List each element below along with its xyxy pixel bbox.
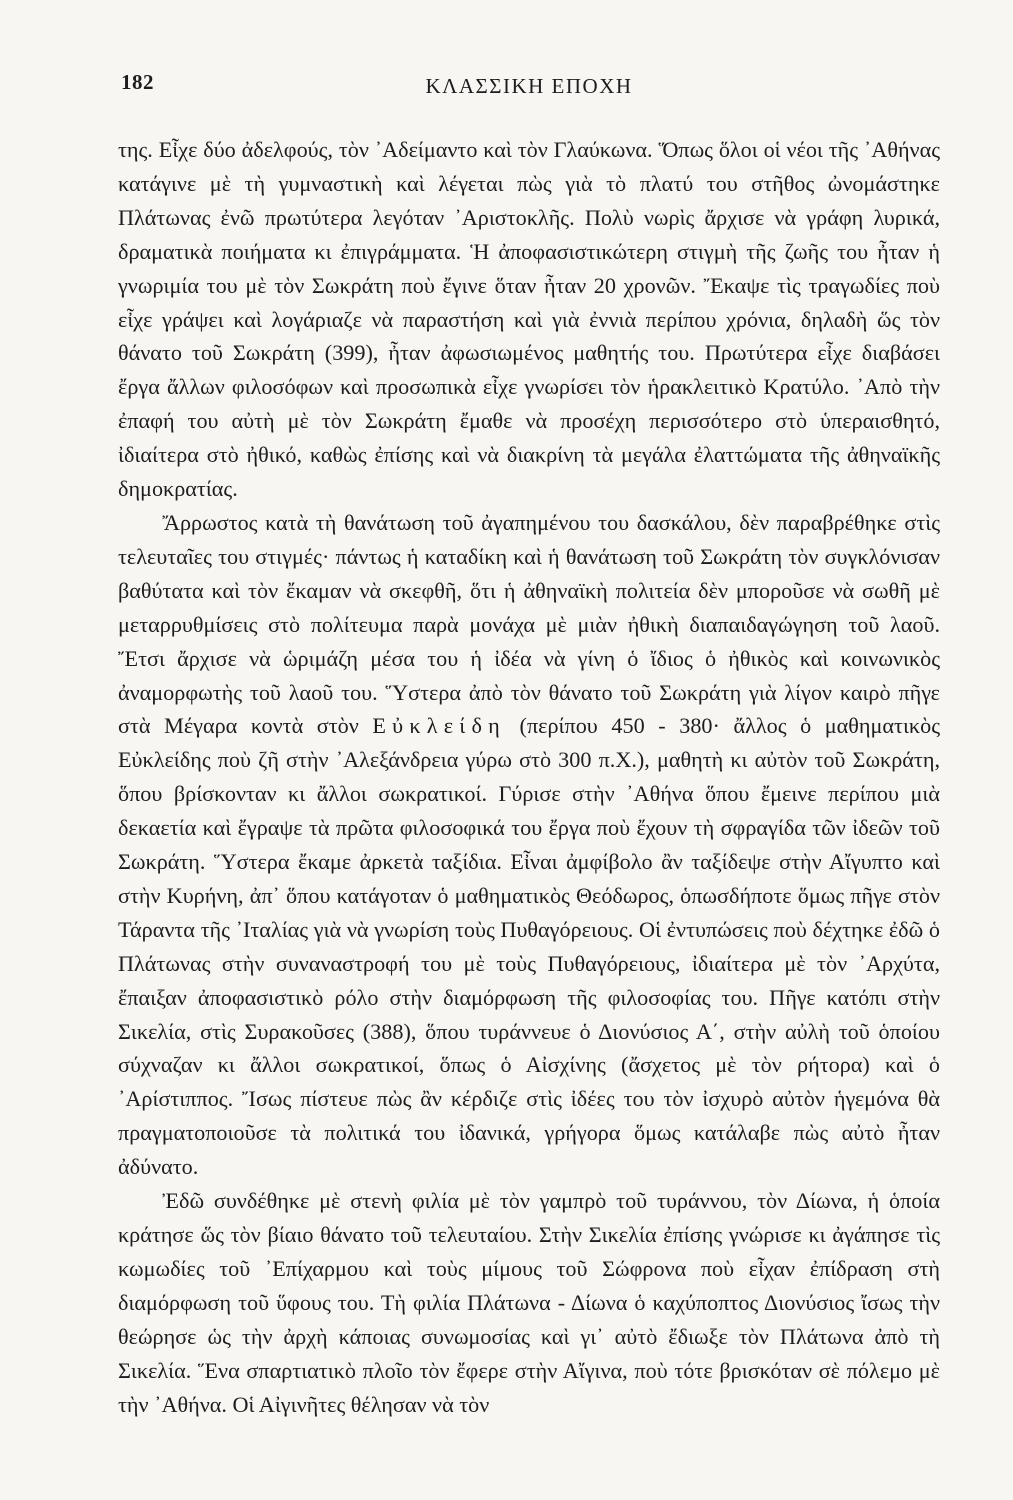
body-text bbox=[118, 133, 940, 1421]
page-number: 182 bbox=[121, 70, 154, 94]
page-header bbox=[118, 60, 940, 110]
spaced-name-euclid: Εὐκλείδη bbox=[372, 713, 506, 739]
paragraph-1: της. Εἶχε δύο ἀδελφούς, τὸν ᾿Αδείμαντο καὶ τὸν Γλαύκωνα. Ὅπως ὅλοι οἱ νέοι τῆς ᾿Αθήνας κατάγινε μὲ τὴ γυμναστικὴ καὶ λέγεται πὼς γιὰ τὸ πλατύ του στῆθος ὠνομάστηκε Πλάτωνας ἐνῶ πρωτύτερα λεγόταν ᾿Αριστοκλῆς. Πολὺ νωρὶς ἄρχισε νὰ γράφη λυρικά, δραματικὰ ποιήματα κι ἐπιγράμματα. Ἡ ἀποφασιστικώτερη στιγμὴ τῆς ζωῆς του ἦταν ἡ γνωριμία του μὲ τὸν Σωκράτη ποὺ ἔγινε ὅταν ἦταν 20 χρονῶν. Ἔκαψε τὶς τραγωδίες ποὺ εἶχε γράψει καὶ λογάριαζε νὰ παραστήση καὶ γιὰ ἐννιὰ περίπου χρόνια, δηλαδὴ ὥς τὸν θάνατο τοῦ Σωκράτη (399), ἦταν ἀφωσιωμένος μαθητής του. Πρωτύτερα εἶχε διαβάσει ἔργα ἄλλων φιλοσόφων καὶ προσωπικὰ εἶχε γνωρίσει τὸν ἡρακλειτικὸ Κρατύλο. ᾿Απὸ τὴν ἐπαφή του αὐτὴ μὲ τὸν Σωκράτη ἔμαθε νὰ προσέχη περισσότερο στὸ ὑπεραισθητό, ἰδιαίτερα στὸ ἠθικό, καθὼς ἐπίσης καὶ νὰ διακρίνη τὰ μεγάλα ἐλαττώματα τῆς ἀθηναϊκῆς δημοκρατίας. bbox=[118, 137, 940, 502]
book-page bbox=[118, 60, 940, 1421]
paragraph-3: Ἐδῶ συνδέθηκε μὲ στενὴ φιλία μὲ τὸν γαμπρὸ τοῦ τυράννου, τὸν Δίωνα, ἡ ὁποία κράτησε ὥς τὸν βίαιο θάνατο τοῦ τελευταίου. Στὴν Σικελία ἐπίσης γνώρισε κι ἀγάπησε τὶς κωμωδίες τοῦ ᾿Επίχαρμου καὶ τοὺς μίμους τοῦ Σώφρονα ποὺ εἶχαν ἐπίδραση στὴ διαμόρφωση τοῦ ὕφους του. Τὴ φιλία Πλάτωνα - Δίωνα ὁ καχύποπτος Διονύσιος ἴσως τὴν θεώρησε ὡς τὴν ἀρχὴ κάποιας συνωμοσίας καὶ γι᾿ αὐτὸ ἔδιωξε τὸν Πλάτωνα ἀπὸ τὴ Σικελία. Ἕνα σπαρτιατικὸ πλοῖο τὸν ἔφερε στὴν Αἴγινα, ποὺ τότε βρισκόταν σὲ πόλεμο μὲ τὴν ᾿Αθήνα. Οἱ Αἰγινῆτες θέλησαν νὰ τὸν bbox=[118, 1188, 940, 1417]
paragraph-2-text-b: (περίπου 450 - 380· ἄλλος ὁ μαθηματικὸς Εὐκλείδης ποὺ ζῆ στὴν ᾿Αλεξάνδρεια γύρω στὸ 300 π.Χ.), μαθητὴ κι αὐτὸν τοῦ Σωκράτη, ὅπου βρίσκονταν κι ἄλλοι σωκρατικοί. Γύρισε στὴν ᾿Αθήνα ὅπου ἔμεινε περίπου μιὰ δεκαετία καὶ ἔγραψε τὰ πρῶτα φιλοσοφικά του ἔργα ποὺ ἔχουν τὴ σφραγίδα τῶν ἰδεῶν τοῦ Σωκράτη. Ὕστερα ἔκαμε ἀρκετὰ ταξίδια. Εἶναι ἀμφίβολο ἂν ταξίδεψε στὴν Αἴγυπτο καὶ στὴν Κυρήνη, ἀπ᾿ ὅπου κατάγοταν ὁ μαθηματικὸς Θεόδωρος, ὁπωσδήποτε ὅμως πῆγε στὸν Τάραντα τῆς ᾿Ιταλίας γιὰ νὰ γνωρίση τοὺς Πυθαγόρειους. Οἱ ἐντυπώσεις ποὺ δέχτηκε ἐδῶ ὁ Πλάτωνας στὴν συναναστροφή του μὲ τοὺς Πυθαγόρειους, ἰδιαίτερα μὲ τὸν ᾿Αρχύτα, ἔπαιξαν ἀποφασιστικὸ ρόλο στὴν διαμόρφωση τῆς φιλοσοφίας του. Πῆγε κατόπι στὴν Σικελία, στὶς Συρακοῦσες (388), ὅπου τυράννευε ὁ Διονύσιος Α΄, στὴν αὐλὴ τοῦ ὁποίου σύχναζαν κι ἄλλοι σωκρατικοί, ὅπως ὁ Αἰσχίνης (ἄσχετος μὲ τὸν ρήτορα) καὶ ὁ ᾿Αρίστιππος. Ἴσως πίστευε πὼς ἂν κέρδιζε στὶς ἰδέες του τὸν ἰσχυρὸ αὐτὸν ἡγεμόνα θὰ πραγματοποιοῦσε τὰ πολιτικά του ἰδανικά, γρήγορα ὅμως κατάλαβε πὼς αὐτὸ ἦταν ἀδύνατο. bbox=[118, 713, 940, 1180]
paragraph-2-text-a: Ἄρρωστος κατὰ τὴ θανάτωση τοῦ ἀγαπημένου του δασκάλου, δὲν παραβρέθηκε στὶς τελευταῖες του στιγμές· πάντως ἡ καταδίκη καὶ ἡ θανάτωση τοῦ Σωκράτη τὸν συγκλόνισαν βαθύτατα καὶ τὸν ἔκαμαν νὰ σκεφθῆ, ὅτι ἡ ἀθηναϊκὴ πολιτεία δὲν μποροῦσε νὰ σωθῆ μὲ μεταρρυθμίσεις στὸ πολίτευμα παρὰ μονάχα μὲ μιὰν ἠθικὴ διαπαιδαγώγηση τοῦ λαοῦ. Ἔτσι ἄρχισε νὰ ὡριμάζη μέσα του ἡ ἰδέα νὰ γίνη ὁ ἴδιος ὁ ἠθικὸς καὶ κοινωνικὸς ἀναμορφωτὴς τοῦ λαοῦ του. Ὕστερα ἀπὸ τὸν θάνατο τοῦ Σωκράτη γιὰ λίγον καιρὸ πῆγε στὰ Μέγαρα κοντὰ στὸν bbox=[118, 509, 940, 739]
running-head: ΚΛΑΣΣΙΚΗ ΕΠΟΧΗ bbox=[425, 74, 633, 98]
paragraph-2 bbox=[118, 506, 940, 1184]
